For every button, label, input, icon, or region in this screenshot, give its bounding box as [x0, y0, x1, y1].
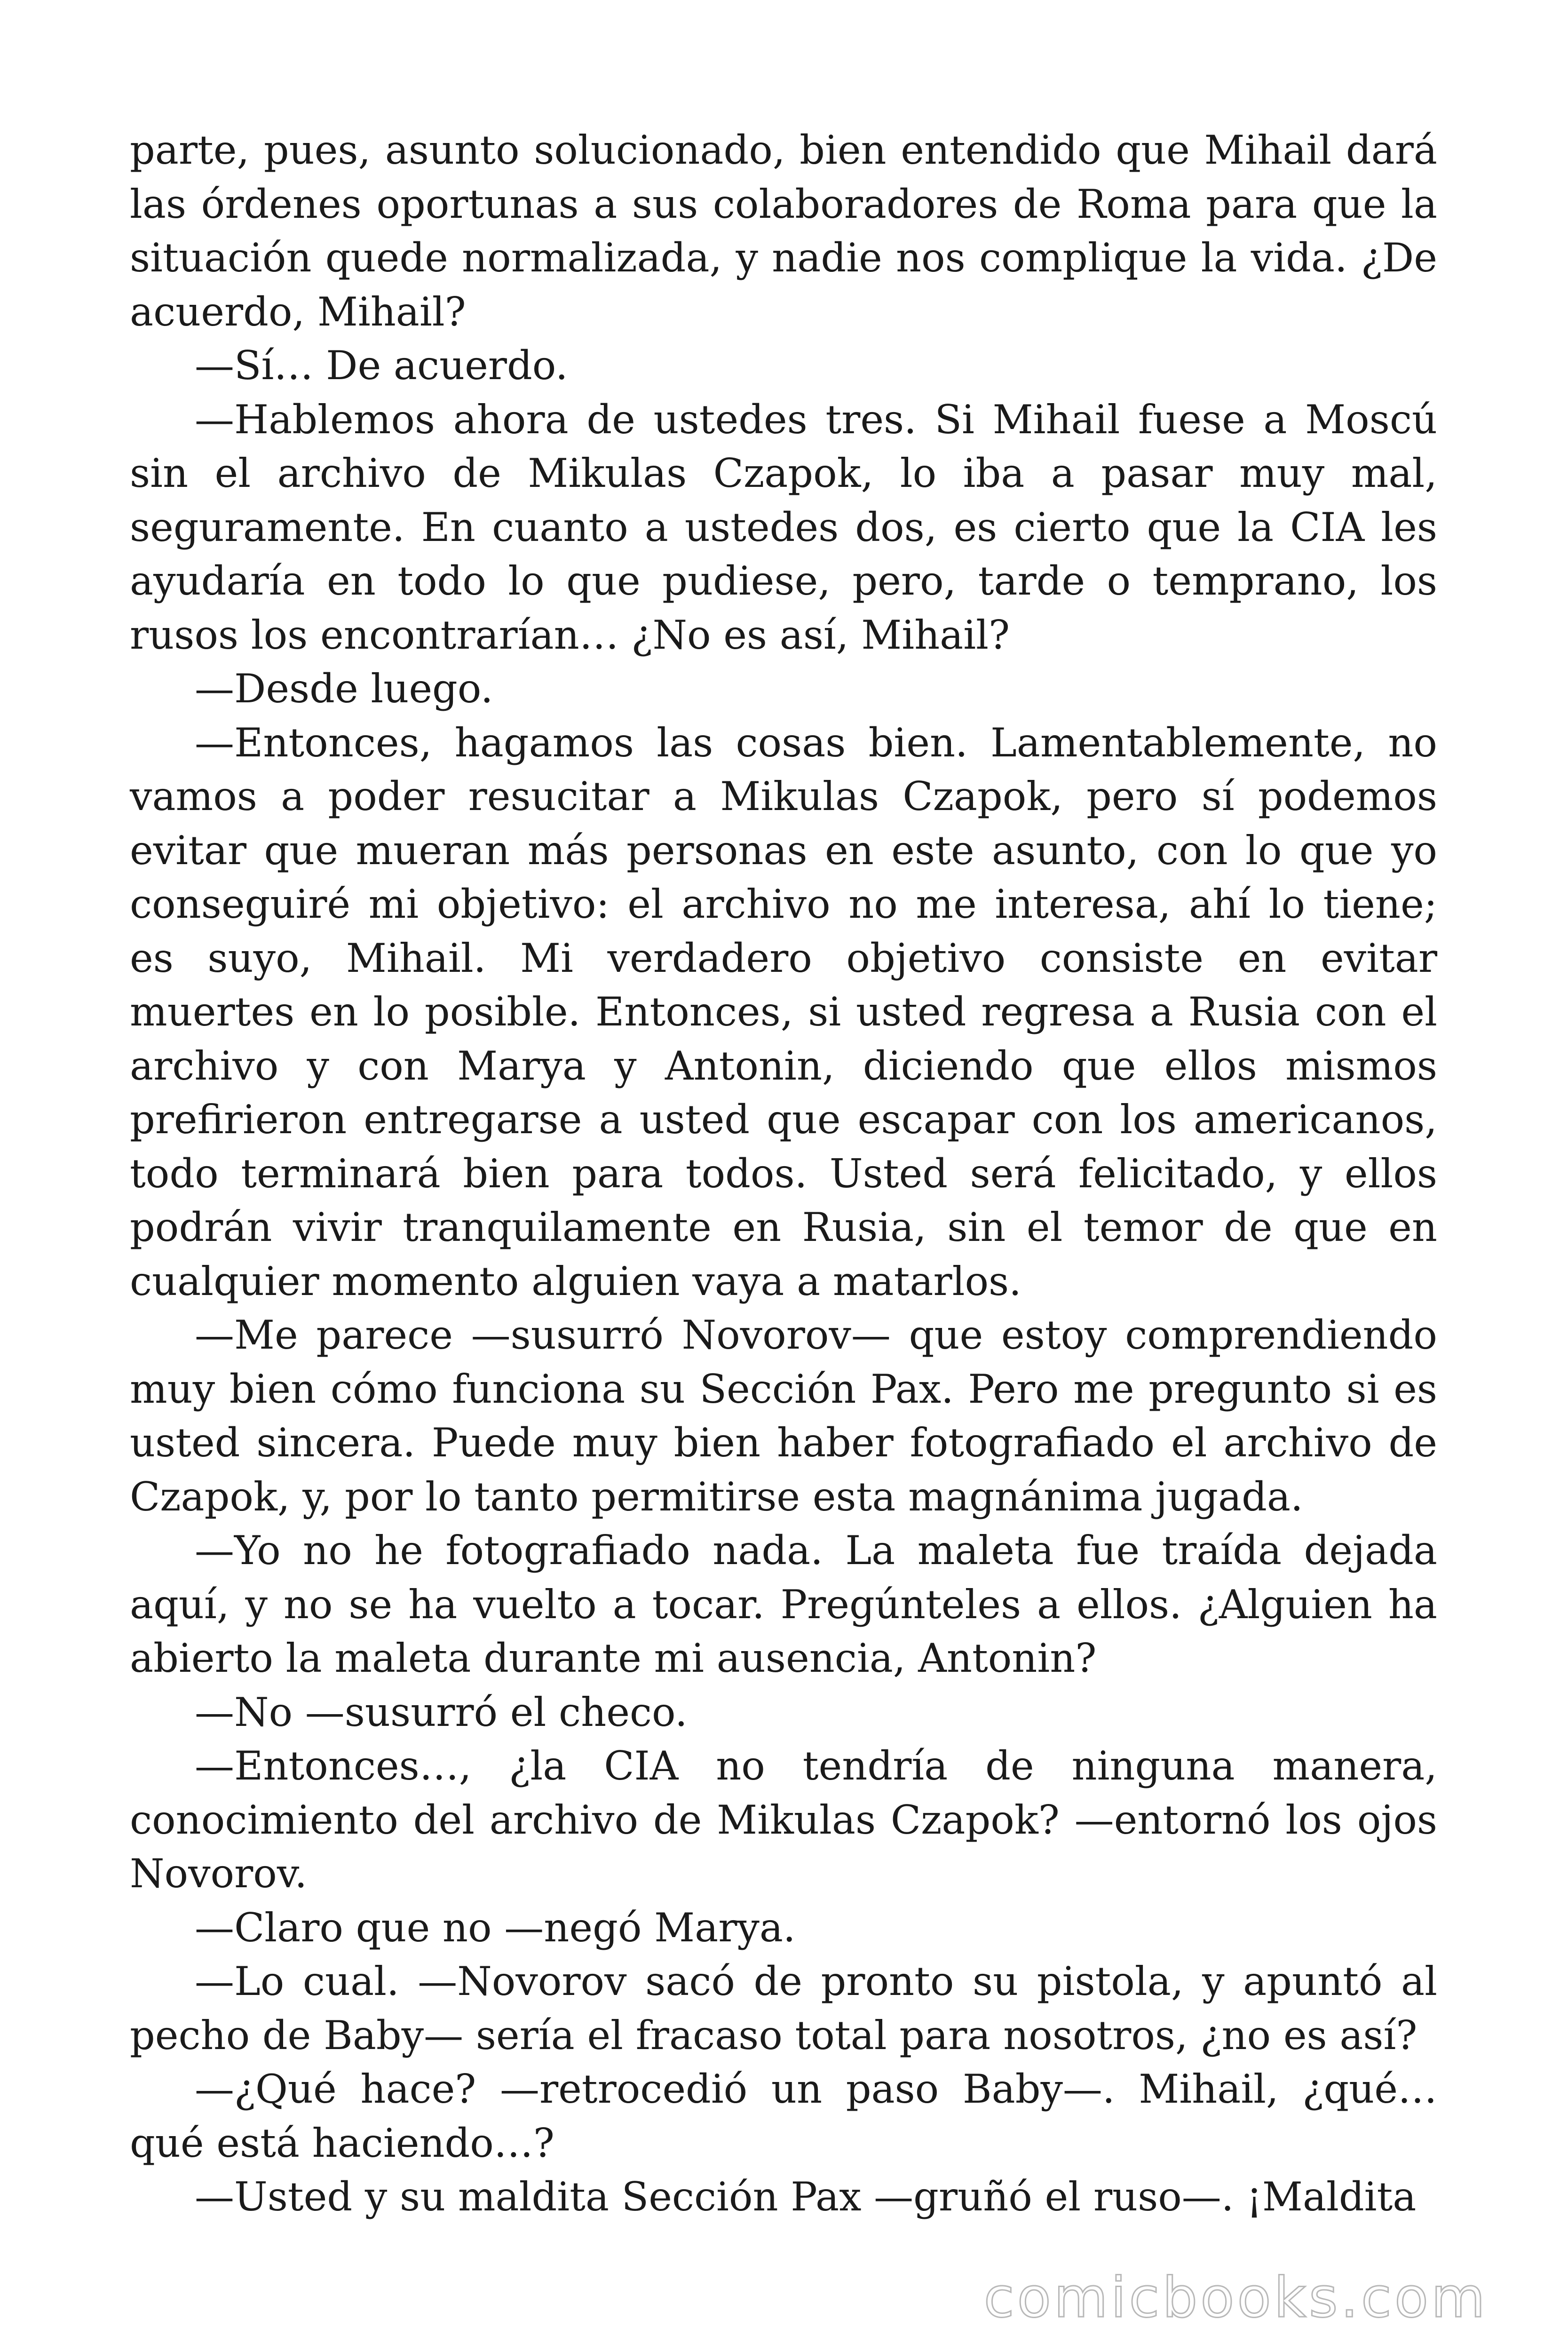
- paragraph-7: —Yo no he fotografiado nada. La maleta fue traída dejada aquí, y no se ha vuelto a tocar. Pregúnteles a ellos. ¿Alguien ha abierto la maleta durante mi ausencia, Antonin?: [130, 1527, 1437, 1681]
- watermark: comicbooks.com: [983, 2265, 1488, 2330]
- paragraph-4: —Desde luego.: [195, 666, 493, 712]
- paragraph-13: —Usted y su maldita Sección Pax —gruñó el ruso—. ¡Maldita: [195, 2174, 1417, 2220]
- paragraph-11: —Lo cual. —Novorov sacó de pronto su pistola, y apuntó al pecho de Baby— sería el fracaso total para nosotros, ¿no es así?: [130, 1958, 1437, 2058]
- body-text: [130, 123, 1437, 2224]
- paragraph-3: —Hablemos ahora de ustedes tres. Si Mihail fuese a Moscú sin el archivo de Mikulas Czapok, lo iba a pasar muy mal, seguramente. En cuanto a ustedes dos, es cierto que la CIA les ayudaría en todo lo que pudiese, pero, tarde o temprano, los rusos los encontrarían… ¿No es así, Mihail?: [130, 396, 1437, 658]
- paragraph-9: —Entonces…, ¿la CIA no tendría de ninguna manera, conocimiento del archivo de Mikulas Czapok? —entornó los ojos Novorov.: [130, 1743, 1437, 1897]
- paragraph-5: —Entonces, hagamos las cosas bien. Lamentablemente, no vamos a poder resucitar a Mikulas Czapok, pero sí podemos evitar que mueran más personas en este asunto, con lo que yo conseguiré mi objetivo: el archivo no me interesa, ahí lo tiene; es suyo, Mihail. Mi verdadero objetivo consiste en evitar muertes en lo posible. Entonces, si usted regresa a Rusia con el archivo y con Marya y Antonin, diciendo que ellos mismos prefirieron entregarse a usted que escapar con los americanos, todo terminará bien para todos. Usted será felicitado, y ellos podrán vivir tranquilamente en Rusia, sin el temor de que en cualquier momento alguien vaya a matarlos.: [130, 719, 1437, 1304]
- paragraph-8: —No —susurró el checo.: [195, 1689, 688, 1735]
- paragraph-12: —¿Qué hace? —retrocedió un paso Baby—. Mihail, ¿qué… qué está haciendo…?: [130, 2066, 1437, 2166]
- paragraph-1: parte, pues, asunto solucionado, bien entendido que Mihail dará las órdenes oportunas a sus colaboradores de Roma para que la situación quede normalizada, y nadie nos complique la vida. ¿De acuerdo, Mihail?: [130, 127, 1437, 335]
- paragraph-6: —Me parece —susurró Novorov— que estoy comprendiendo muy bien cómo funciona su Sección Pax. Pero me pregunto si es usted sincera. Puede muy bien haber fotografiado el archivo de Czapok, y, por lo tanto permitirse esta magnánima jugada.: [130, 1312, 1437, 1520]
- paragraph-2: —Sí… De acuerdo.: [195, 342, 568, 389]
- paragraph-10: —Claro que no —negó Marya.: [195, 1904, 796, 1951]
